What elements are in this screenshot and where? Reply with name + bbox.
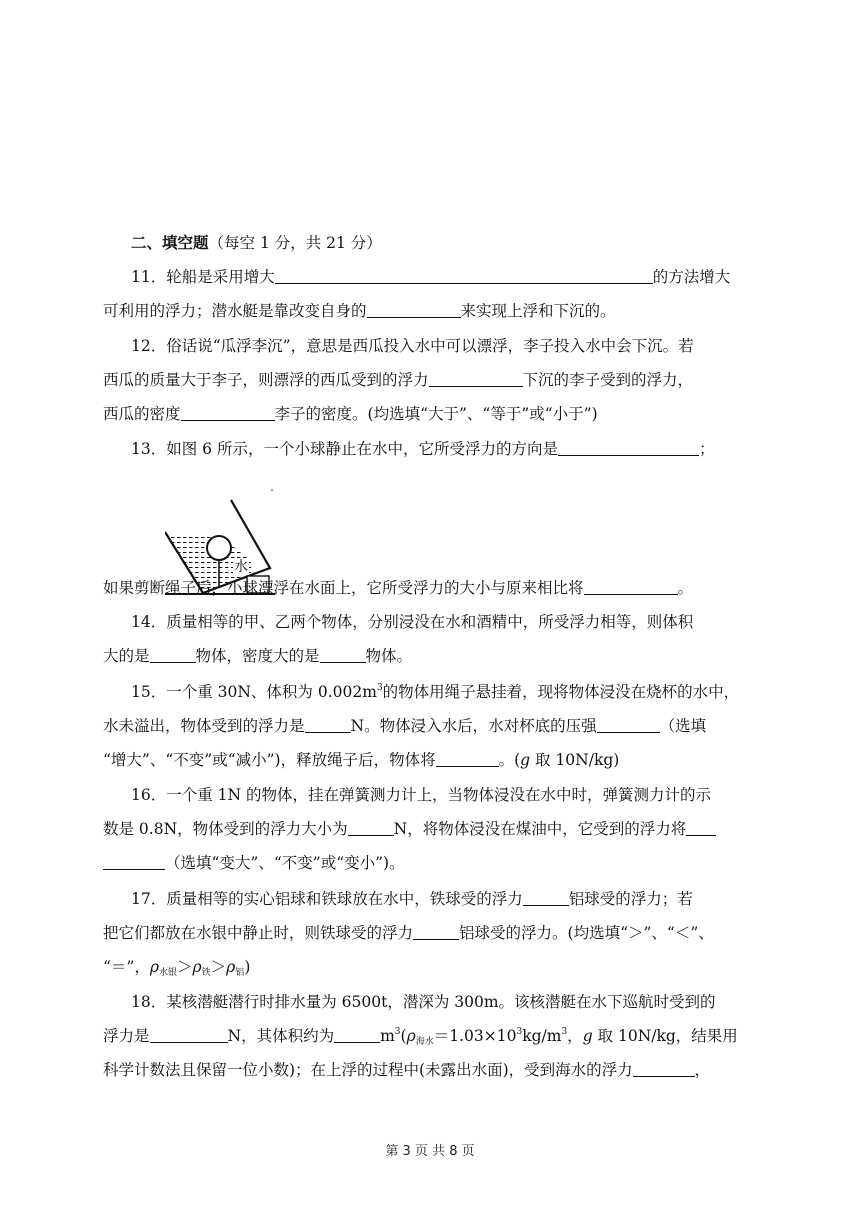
q17-blank-1[interactable] bbox=[523, 889, 569, 906]
q15-line3 bbox=[0, 749, 860, 771]
q17-text: ＞ bbox=[177, 958, 193, 976]
q13-line1 bbox=[0, 438, 860, 460]
q18-sup: 3 bbox=[561, 1027, 568, 1037]
q15-blank-3[interactable] bbox=[436, 750, 499, 767]
q18-sup: 3 bbox=[394, 1027, 401, 1037]
q13-line2 bbox=[0, 577, 860, 599]
q16-line1 bbox=[0, 784, 860, 806]
q17-text: 铝球受的浮力。(均选填“＞”、“＜”、 bbox=[459, 924, 714, 942]
q13-text: 。 bbox=[677, 579, 694, 597]
q18-text: 浮力是 bbox=[103, 1027, 150, 1045]
q15-text: N。物体浸入水后，水对杯底的压强 bbox=[350, 717, 597, 735]
section-note: （每空 1 分，共 21 分） bbox=[208, 234, 382, 252]
q14-line2 bbox=[0, 645, 860, 667]
q18-blank-2[interactable] bbox=[334, 1026, 380, 1043]
q12-blank-1[interactable] bbox=[429, 370, 523, 387]
q13-text: ； bbox=[698, 440, 715, 458]
q12-text: 西瓜的密度 bbox=[103, 405, 181, 423]
q18-line2 bbox=[0, 1025, 860, 1047]
q17-rho: ρ bbox=[192, 958, 202, 976]
q12-text: 李子的密度。(均选填“大于”、“等于”或“小于”) bbox=[274, 405, 598, 423]
q11-line2 bbox=[0, 300, 860, 322]
q15-text: （选填 bbox=[659, 717, 707, 735]
q11-text: 可利用的浮力；潜水艇是靠改变自身的 bbox=[103, 302, 367, 320]
q16-blank-2b[interactable] bbox=[103, 853, 165, 870]
q11-text: 来实现上浮和下沉的。 bbox=[460, 302, 616, 320]
q18-line1 bbox=[0, 991, 860, 1013]
q11-text: 的方法增大 bbox=[652, 268, 731, 286]
q17-text: 17．质量相等的实心铝球和铁球放在水中，铁球受的浮力 bbox=[131, 890, 523, 908]
q15-text: 15．一个重 30N、体积为 0.002m bbox=[131, 683, 377, 701]
section-heading: 二、填空题 bbox=[131, 233, 209, 252]
page-footer: 第 3 页 共 8 页 bbox=[385, 1144, 475, 1159]
q15-text: 水未溢出，物体受到的浮力是 bbox=[103, 717, 305, 735]
q16-line2 bbox=[0, 818, 860, 840]
q12-text: 下沉的李子受到的浮力， bbox=[522, 371, 694, 389]
q18-text: ＝1.03×10 bbox=[433, 1027, 517, 1045]
q17-text: ＞ bbox=[210, 958, 227, 976]
q18-text: g bbox=[582, 1027, 593, 1045]
q14-blank-2[interactable] bbox=[320, 646, 366, 663]
q18-sup: 3 bbox=[516, 1027, 523, 1037]
q16-blank-1[interactable] bbox=[348, 819, 394, 836]
q17-text: 铝球受的浮力；若 bbox=[568, 890, 693, 908]
figure-6-water-label: 水 bbox=[234, 559, 248, 575]
q16-text: （选填“变大”、“不变”或“变小”)。 bbox=[165, 854, 405, 872]
q17-text: 把它们都放在水银中静止时，则铁球受的浮力 bbox=[103, 924, 414, 942]
q12-line3 bbox=[0, 403, 860, 425]
q15-text: 的物体用绳子悬挂着，现将物体浸没在烧杯的水中， bbox=[382, 683, 740, 701]
q17-rho: ρ bbox=[226, 958, 236, 976]
q17-rho: ρ bbox=[149, 958, 159, 976]
q16-line3 bbox=[0, 852, 860, 874]
q18-text: ( bbox=[400, 1027, 407, 1045]
q17-line2 bbox=[0, 922, 860, 944]
q18-text: ， bbox=[694, 1061, 711, 1079]
q13-blank-2[interactable] bbox=[584, 578, 678, 595]
q15-text: “增大”、“不变”或“减小”)，释放绳子后，物体将 bbox=[103, 751, 436, 769]
q11-text: 11．轮船是采用增大 bbox=[131, 268, 275, 286]
q17-blank-2[interactable] bbox=[413, 923, 459, 940]
q11-blank-1[interactable] bbox=[275, 267, 653, 284]
q14-line1 bbox=[0, 611, 860, 633]
q18-text: m bbox=[380, 1027, 395, 1045]
q14-text: 大的是 bbox=[103, 647, 150, 665]
q16-text: 16．一个重 1N 的物体，挂在弹簧测力计上，当物体浸没在水中时，弹簧测力计的示 bbox=[131, 786, 712, 804]
q16-text: N，将物体浸没在煤油中，它受到的浮力将 bbox=[393, 820, 687, 838]
q18-line3 bbox=[0, 1059, 860, 1081]
q12-line2 bbox=[0, 369, 860, 391]
q13-blank-1[interactable] bbox=[558, 439, 699, 456]
q12-text: 12．俗话说“瓜浮李沉”，意思是西瓜投入水中可以漂浮，李子投入水中会下沉。若 bbox=[131, 337, 694, 355]
q14-blank-1[interactable] bbox=[150, 646, 196, 663]
q15-blank-1[interactable] bbox=[305, 716, 351, 733]
q16-text: 数是 0.8N，物体受到的浮力大小为 bbox=[103, 820, 348, 838]
q15-sup: 3 bbox=[376, 683, 383, 693]
q15-line1 bbox=[0, 681, 860, 703]
q18-text: 18．某核潜艇潜行时排水量为 6500t，潜深为 300m。该核潜艇在水下巡航时受到的 bbox=[131, 993, 716, 1011]
q16-blank-2a[interactable] bbox=[686, 819, 716, 836]
q18-text: kg/m bbox=[522, 1027, 562, 1045]
q17-line3 bbox=[0, 956, 860, 978]
q17-sub: 铝 bbox=[235, 968, 245, 978]
q17-sub: 水银 bbox=[158, 968, 177, 978]
q15-text: g bbox=[520, 751, 531, 769]
q12-blank-2[interactable] bbox=[181, 404, 275, 421]
q15-text: 。( bbox=[498, 751, 521, 769]
q13-text: 13．如图 6 所示，一个小球静止在水中，它所受浮力的方向是 bbox=[131, 440, 558, 458]
section-heading-line bbox=[0, 232, 860, 254]
q18-text: 取 10N/kg，结果用 bbox=[592, 1027, 738, 1045]
q17-line1 bbox=[0, 888, 860, 910]
q14-text: 物体，密度大的是 bbox=[195, 647, 320, 665]
q15-blank-2[interactable] bbox=[597, 716, 660, 733]
q18-text: 科学计数法且保留一位小数)；在上浮的过程中(未露出水面)，受到海水的浮力 bbox=[103, 1061, 633, 1079]
q11-line1 bbox=[0, 266, 860, 288]
q18-rho: ρ bbox=[406, 1027, 416, 1045]
q18-sub: 海水 bbox=[415, 1037, 434, 1047]
q18-blank-1[interactable] bbox=[150, 1026, 228, 1043]
q18-text: N，其体积约为 bbox=[227, 1027, 335, 1045]
q11-blank-2[interactable] bbox=[367, 301, 461, 318]
q12-line1 bbox=[0, 335, 860, 357]
q17-text: “＝”， bbox=[103, 958, 150, 976]
q17-sub: 铁 bbox=[201, 968, 211, 978]
q17-text: ) bbox=[244, 958, 251, 976]
q12-text: 西瓜的质量大于李子，则漂浮的西瓜受到的浮力 bbox=[103, 371, 429, 389]
q15-text: 取 10N/kg) bbox=[530, 751, 620, 769]
q14-text: 物体。 bbox=[365, 647, 413, 665]
q18-blank-3[interactable] bbox=[633, 1060, 695, 1077]
q15-line2 bbox=[0, 715, 860, 737]
q18-text: ， bbox=[567, 1027, 583, 1045]
q14-text: 14．质量相等的甲、乙两个物体，分别浸没在水和酒精中，所受浮力相等，则体积 bbox=[131, 613, 694, 631]
q13-text: 如果剪断绳子后，小球漂浮在水面上，它所受浮力的大小与原来相比将 bbox=[103, 579, 584, 597]
